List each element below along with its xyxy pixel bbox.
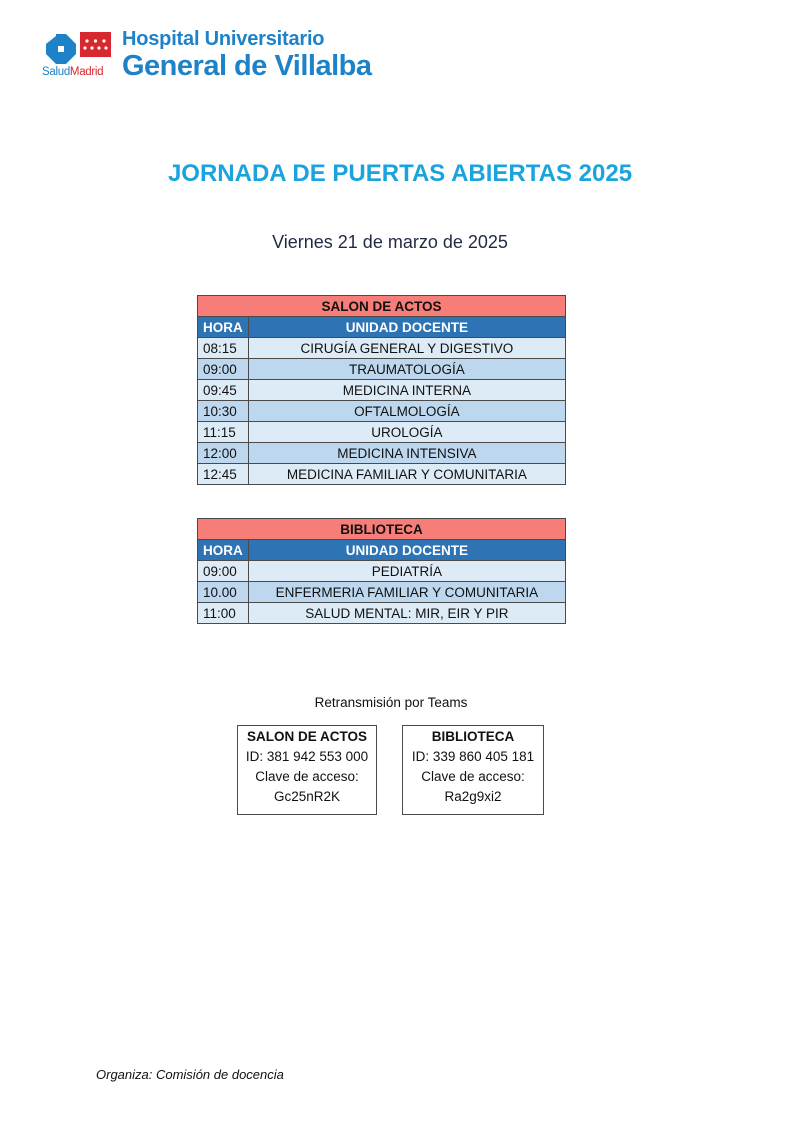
organizer-footer: Organiza: Comisión de docencia [96,1067,284,1082]
stream-box-biblioteca [402,725,544,815]
salud-madrid-cross-icon [42,30,78,66]
meeting-id: ID: 381 942 553 000 [245,749,369,764]
table-row [198,359,566,380]
table-row [198,338,566,359]
access-key: Ra2g9xi2 [444,789,502,804]
streaming-label: Retransmisión por Teams [314,695,468,710]
time-cell: 12:45 [198,464,249,485]
unit-cell: MEDICINA FAMILIAR Y COMUNITARIA [248,464,565,485]
time-cell: 11:00 [198,603,249,624]
table-row [198,582,566,603]
access-key-label: Clave de acceso: [255,769,359,784]
unit-cell: MEDICINA INTENSIVA [248,443,565,464]
table-row [198,443,566,464]
time-cell: 09:00 [198,561,249,582]
room-name: BIBLIOTECA [198,519,566,540]
time-cell: 08:15 [198,338,249,359]
column-header-row [198,317,566,338]
time-cell: 09:00 [198,359,249,380]
column-header-unit: UNIDAD DOCENTE [248,317,565,338]
room-header-row [198,296,566,317]
unit-cell: CIRUGÍA GENERAL Y DIGESTIVO [248,338,565,359]
table-row [198,401,566,422]
time-cell: 10:30 [198,401,249,422]
event-date: Viernes 21 de marzo de 2025 [272,232,508,252]
time-cell: 09:45 [198,380,249,401]
time-cell: 10.00 [198,582,249,603]
stream-box-title: SALON DE ACTOS [246,729,367,744]
column-header-hora: HORA [198,317,249,338]
salud-madrid-brand: SaludMadrid [42,66,104,78]
madrid-flag-icon [80,32,111,57]
access-key: Gc25nR2K [273,789,341,804]
time-cell: 11:15 [198,422,249,443]
schedule-table-biblioteca [197,518,566,624]
unit-cell: SALUD MENTAL: MIR, EIR Y PIR [248,603,565,624]
column-header-row [198,540,566,561]
unit-cell: UROLOGÍA [248,422,565,443]
table-row [198,380,566,401]
access-key-label: Clave de acceso: [421,769,525,784]
table-row [198,422,566,443]
meeting-id: ID: 339 860 405 181 [411,749,535,764]
time-cell: 12:00 [198,443,249,464]
room-name: SALON DE ACTOS [198,296,566,317]
table-row [198,561,566,582]
schedule-table-salon-de-actos [197,295,566,485]
table-row [198,464,566,485]
unit-cell: PEDIATRÍA [248,561,565,582]
page-title: JORNADA DE PUERTAS ABIERTAS 2025 [167,160,633,187]
stream-box-title: BIBLIOTECA [431,729,515,744]
hospital-name-line2: General de Villalba [122,50,372,82]
unit-cell: TRAUMATOLOGÍA [248,359,565,380]
hospital-logo [42,28,422,84]
stream-box-salon-de-actos [237,725,377,815]
unit-cell: MEDICINA INTERNA [248,380,565,401]
room-header-row [198,519,566,540]
unit-cell: OFTALMOLOGÍA [248,401,565,422]
column-header-hora: HORA [198,540,249,561]
table-row [198,603,566,624]
column-header-unit: UNIDAD DOCENTE [248,540,565,561]
unit-cell: ENFERMERIA FAMILIAR Y COMUNITARIA [248,582,565,603]
hospital-name-line1: Hospital Universitario [122,28,325,50]
